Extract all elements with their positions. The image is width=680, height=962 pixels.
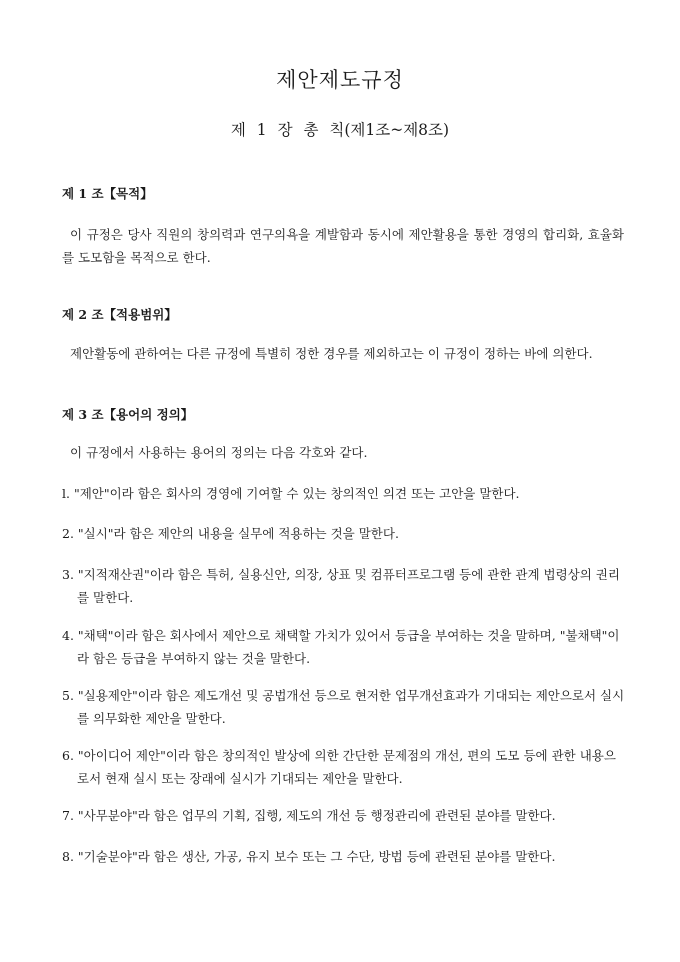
definition-item-4: 4. "채택"이라 함은 회사에서 제안으로 채택할 가치가 있어서 등급을 부여하는 것을 말하며, "불채택"이라 함은 등급을 부여하지 않는 것을 말한다. <box>62 628 620 666</box>
article-3-heading: 제 3 조【용어의 정의】 <box>62 407 194 422</box>
article-1-heading: 제 1 조【목적】 <box>62 186 153 201</box>
definition-item-1: l. "제안"이라 함은 회사의 경영에 기여할 수 있는 창의적인 의견 또는 고안을 말한다. <box>62 486 520 501</box>
article-2-heading: 제 2 조【적용범위】 <box>62 307 177 322</box>
article-2-text: 제안활동에 관하여는 다른 규정에 특별히 정한 경우를 제외하고는 이 규정이 정하는 바에 의한다. <box>70 346 593 361</box>
definition-item-8: 8. "기술분야"라 함은 생산, 가공, 유지 보수 또는 그 수단, 방법 등에 관련된 분야를 말한다. <box>62 849 556 864</box>
article-1-text: 이 규정은 당사 직원의 창의력과 연구의욕을 계발함과 동시에 제안활용을 통한 경영의 합리화, 효율화를 도모함을 목적으로 한다. <box>62 227 624 265</box>
definition-item-3: 3. "지적재산권"이라 함은 특허, 실용신안, 의장, 상표 및 컴퓨터프로그램 등에 관한 관계 법령상의 권리를 말한다. <box>62 567 620 605</box>
chapter-heading: 제 1 장 총 칙(제1조~제8조) <box>230 121 450 139</box>
definition-item-5: 5. "실용제안"이라 함은 제도개선 및 공법개선 등으로 현저한 업무개선효과가 기대되는 제안으로서 실시를 의무화한 제안을 말한다. <box>62 688 625 726</box>
definition-item-7: 7. "사무분야"라 함은 업무의 기획, 집행, 제도의 개선 등 행정관리에 관련된 분야를 말한다. <box>62 808 556 823</box>
definition-item-2: 2. "실시"라 함은 제안의 내용을 실무에 적용하는 것을 말한다. <box>62 526 399 541</box>
article-3-text: 이 규정에서 사용하는 용어의 정의는 다음 각호와 같다. <box>70 445 368 460</box>
definition-item-6: 6. "아이디어 제안"이라 함은 창의적인 발상에 의한 간단한 문제점의 개선, 편의 도모 등에 관한 내용으로서 현재 실시 또는 장래에 실시가 기대되는 제안을 말한다. <box>62 748 616 786</box>
document-title: 제안제도규정 <box>276 68 404 92</box>
